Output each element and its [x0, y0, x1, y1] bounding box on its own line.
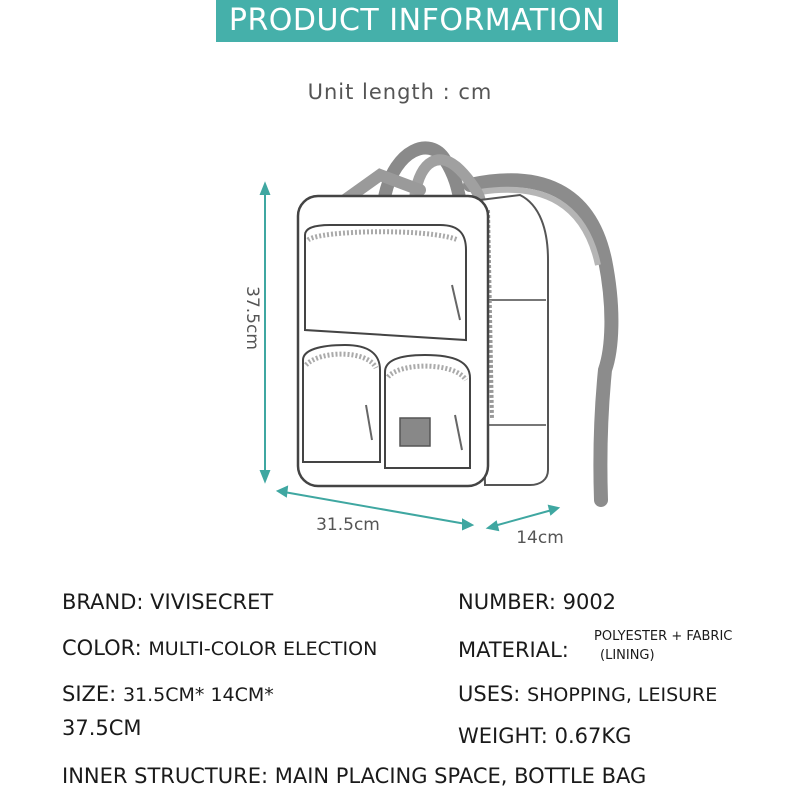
weight-value: 0.67KG: [554, 724, 632, 748]
brand-value: VIVISECRET: [150, 590, 274, 614]
size-label: SIZE:: [62, 682, 117, 706]
top-pocket: [305, 225, 466, 340]
uses-label: USES:: [458, 682, 521, 706]
brand-label: BRAND:: [62, 590, 144, 614]
size-value-line2: 37.5CM: [62, 716, 142, 740]
weight-label: WEIGHT:: [458, 724, 548, 748]
number-label: NUMBER:: [458, 590, 556, 614]
uses-value: SHOPPING, LEISURE: [527, 684, 718, 706]
brand-spec: [62, 588, 273, 616]
unit-note: Unit length : cm: [307, 80, 493, 104]
inner-structure-spec: [62, 762, 646, 790]
size-spec: [62, 680, 274, 709]
size-value-line1: 31.5CM* 14CM*: [122, 684, 274, 706]
left-pocket: [303, 345, 380, 462]
weight-spec: [458, 722, 631, 750]
number-value: 9002: [562, 590, 617, 614]
number-spec: [458, 588, 616, 616]
material-label: MATERIAL:: [458, 638, 569, 662]
material-value-line2: (LINING): [600, 648, 655, 663]
depth-dimension-line: [488, 506, 558, 530]
material-value-line1: POLYESTER + FABRIC: [594, 629, 733, 644]
color-spec: [62, 634, 377, 663]
page-title-banner: PRODUCT INFORMATION: [216, 0, 618, 42]
color-value: MULTI-COLOR ELECTION: [148, 638, 378, 660]
depth-label: 14cm: [516, 528, 564, 548]
width-label: 31.5cm: [316, 515, 380, 535]
brand-patch: [400, 418, 430, 446]
height-label: 37.5cm: [242, 286, 262, 350]
inner-structure-label: INNER STRUCTURE:: [62, 764, 269, 788]
inner-structure-value: MAIN PLACING SPACE, BOTTLE BAG: [274, 764, 647, 788]
uses-spec: [458, 680, 717, 709]
color-label: COLOR:: [62, 636, 142, 660]
